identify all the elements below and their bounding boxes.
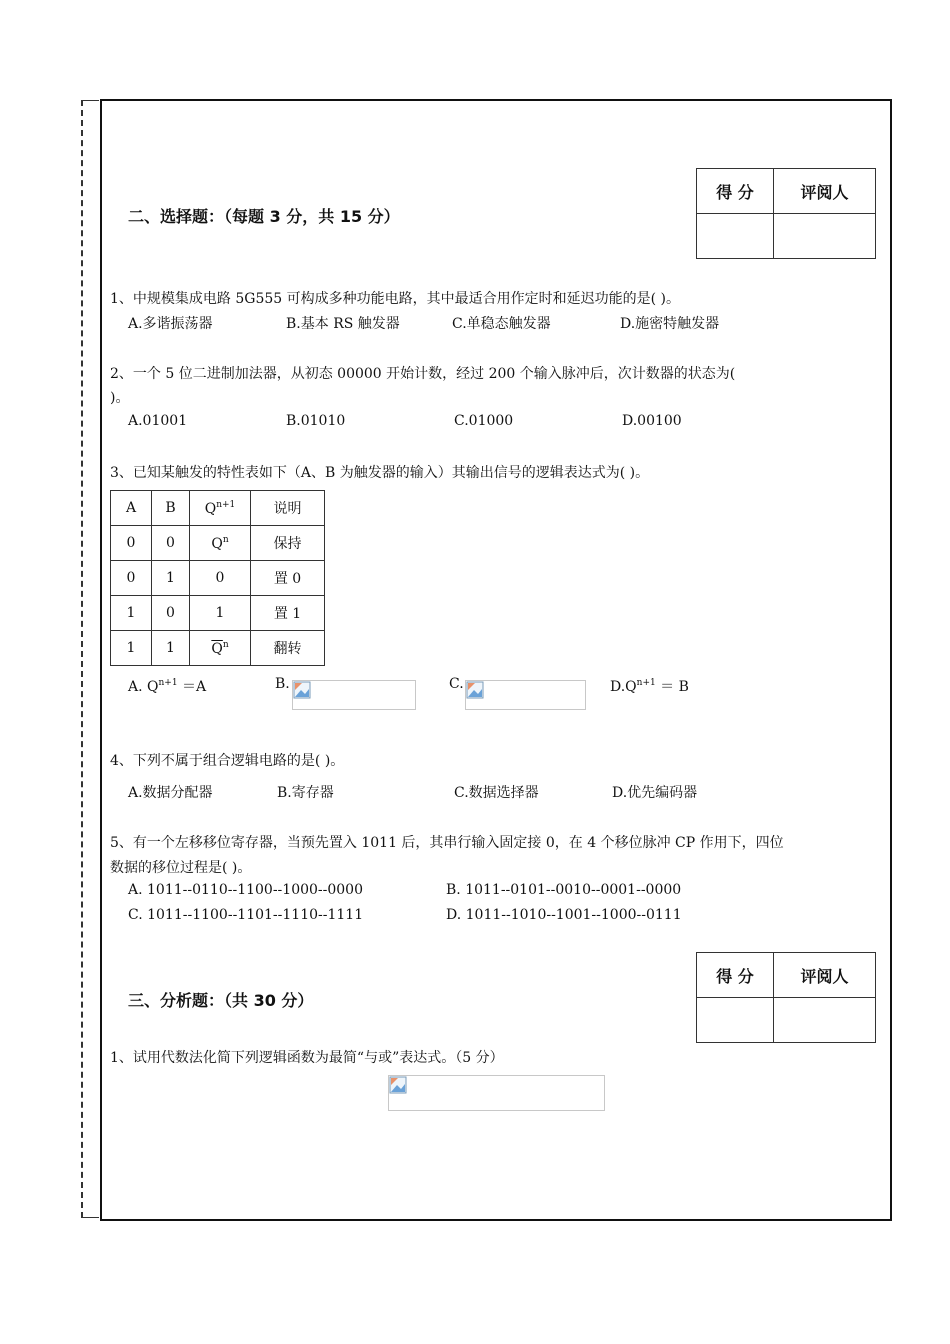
q4-option-d: D.优先编码器 <box>612 785 698 801</box>
score-table-section3 <box>696 952 876 1043</box>
table-row: 1 1 $\overline{Q}^n$ 翻转 <box>111 631 325 666</box>
score-label: 得 分 <box>697 169 774 214</box>
q1-option-d: D.施密特触发器 <box>620 316 720 332</box>
q4-option-a: A.数据分配器 <box>128 785 213 801</box>
table-header-qn1: $Q^{n+1}$ <box>190 491 251 526</box>
q3-option-b-image <box>292 680 416 710</box>
q3-option-b: B. <box>275 676 290 692</box>
characteristic-table <box>110 490 325 666</box>
q3-option-c: C. <box>449 676 464 692</box>
q3-option-a: A. $Q^{n+1} =A$ <box>128 678 207 695</box>
table-header-b: B <box>152 491 190 526</box>
grader-cell <box>774 214 876 259</box>
question-5-stem-line2: 数据的移位过程是( )。 <box>110 860 252 876</box>
score-label: 得 分 <box>697 953 774 998</box>
section3-title: 三、分析题：（共 30 分） <box>128 991 314 1010</box>
grader-cell <box>774 998 876 1043</box>
question-2-stem-line2: )。 <box>110 390 130 406</box>
grader-label: 评阅人 <box>774 953 876 998</box>
broken-image-icon <box>293 681 311 699</box>
binding-dashed-line <box>81 100 83 1218</box>
score-table-section2 <box>696 168 876 259</box>
table-row: 0 0 $Q^n$ 保持 <box>111 526 325 561</box>
table-row: 1 0 1 置 1 <box>111 596 325 631</box>
q1-option-c: C.单稳态触发器 <box>452 316 551 332</box>
question-5-stem-line1: 5、有一个左移移位寄存器，当预先置入 1011 后，其串行输入固定接 0，在 4 个移位脉冲 CP 作用下，四位 <box>110 835 784 851</box>
question-3-stem: 3、已知某触发的特性表如下（A、B 为触发器的输入）其输出信号的逻辑表达式为( )。 <box>110 465 650 481</box>
question-2-stem-line1: 2、一个 5 位二进制加法器，从初态 00000 开始计数，经过 200 个输入脉冲后，次计数器的状态为( <box>110 366 736 382</box>
q5-option-d: D. 1011--1010--1001--1000--0111 <box>446 907 682 923</box>
question-1-stem: 1、中规模集成电路 5G555 可构成多种功能电路，其中最适合用作定时和延迟功能的是( )。 <box>110 291 680 307</box>
q5-option-a: A. 1011--0110--1100--1000--0000 <box>128 882 363 898</box>
score-cell <box>697 214 774 259</box>
q1-option-b: B.基本 RS 触发器 <box>286 316 400 332</box>
q3-option-c-image <box>465 680 586 710</box>
q2-option-b: B.01010 <box>286 413 346 429</box>
section2-title: 二、选择题：（每题 3 分，共 15 分） <box>128 207 400 226</box>
q3-option-d: $D.Q^{n+1} = B$ <box>610 678 689 695</box>
q5-option-b: B. 1011--0101--0010--0001--0000 <box>446 882 682 898</box>
binding-tick-top <box>81 100 99 101</box>
table-header-a: A <box>111 491 152 526</box>
score-cell <box>697 998 774 1043</box>
q2-option-c: C.01000 <box>454 413 514 429</box>
q4-option-c: C.数据选择器 <box>454 785 539 801</box>
q4-option-b: B.寄存器 <box>277 785 334 801</box>
broken-image-icon <box>389 1076 407 1094</box>
binding-tick-bottom <box>81 1217 99 1218</box>
grader-label: 评阅人 <box>774 169 876 214</box>
q2-option-d: D.00100 <box>622 413 682 429</box>
q1-option-a: A.多谐振荡器 <box>128 316 213 332</box>
q2-option-a: A.01001 <box>128 413 188 429</box>
broken-image-icon <box>466 681 484 699</box>
expression-image <box>388 1075 605 1111</box>
section3-question-1: 1、试用代数法化简下列逻辑函数为最简“与或”表达式。（5 分） <box>110 1050 504 1066</box>
table-header-desc: 说明 <box>251 491 325 526</box>
table-row: 0 1 0 置 0 <box>111 561 325 596</box>
question-4-stem: 4、下列不属于组合逻辑电路的是( )。 <box>110 753 345 769</box>
q5-option-c: C. 1011--1100--1101--1110--1111 <box>128 907 364 923</box>
